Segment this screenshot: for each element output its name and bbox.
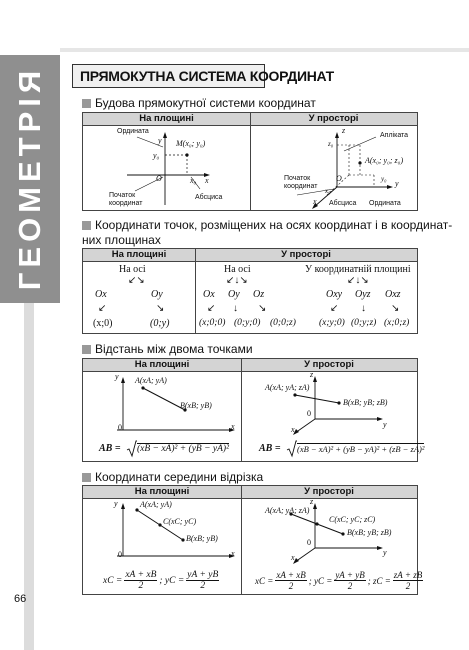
- axis-oz-space: Oz: [253, 289, 265, 300]
- header-plane: На площині: [83, 113, 250, 126]
- midpoint-plane-formula: [103, 570, 219, 591]
- ordinate-label: Ордината: [117, 128, 149, 135]
- fy-lhs: ; yC =: [308, 575, 333, 586]
- applicate-label: Апліката: [380, 132, 409, 139]
- point-a-space-label: A(xA; yA; zA): [265, 506, 310, 515]
- header-space: У просторі: [250, 113, 417, 126]
- x-axis-label: x: [205, 176, 209, 185]
- point-b-label: B(xB; yB): [180, 401, 212, 410]
- y-space-label: y: [383, 548, 387, 557]
- coord-axis-z: (0;0;z): [270, 318, 296, 328]
- plane-on-axis: На осі: [119, 264, 146, 275]
- arrow-icon: ↘: [391, 303, 400, 314]
- y-axis-label: y: [114, 499, 118, 508]
- page-number: 66: [14, 593, 27, 605]
- divider: [241, 359, 242, 461]
- arrow-icon: ↙↘: [128, 275, 145, 286]
- x0-label: x₀: [190, 176, 197, 185]
- arrow-icon: ↙: [98, 303, 107, 314]
- sqrt-icon: [287, 441, 297, 457]
- fx-num: xA + xB: [276, 570, 306, 580]
- fy-fraction: [186, 570, 219, 591]
- distance-space-formula: (xB − xA)² + (yB − yA)² + (zB − zA)²: [297, 444, 425, 454]
- abscissa-space-label: Абсциса: [329, 200, 357, 207]
- point-m-label: M(x₀; y₀): [176, 139, 206, 148]
- origin-o-space-label: O: [336, 174, 342, 183]
- point-b-label: B(xB; yB): [186, 534, 218, 543]
- arrow-icon: ↙: [207, 303, 216, 314]
- section3-table: [82, 358, 425, 462]
- header-space: У просторі: [195, 249, 417, 262]
- axis-ox: Ox: [95, 289, 107, 300]
- distance-plane-formula: (xB − xA)² + (yB − yA)²: [137, 444, 229, 454]
- axis-oy-space: Oy: [228, 289, 240, 300]
- axis-oy: Oy: [151, 289, 163, 300]
- x-axis-label: x: [231, 422, 235, 431]
- section-bullet: [82, 345, 91, 354]
- point-b-space-label: B(xB; yB; zB): [347, 528, 392, 537]
- header-plane: На площині: [83, 249, 195, 262]
- x0-space-label: x₀: [325, 187, 331, 195]
- section2-table: [82, 248, 418, 334]
- coord-x: (x;0): [93, 318, 113, 329]
- fx-lhs: xC =: [103, 575, 123, 586]
- point-a-label: A(xA; yA): [135, 376, 167, 385]
- midpoint-space-formula: [255, 570, 423, 591]
- arrow-icon: ↓: [233, 303, 238, 314]
- coord-plane-xy: (x;y;0): [319, 318, 345, 328]
- coord-axis-x: (x;0;0): [199, 318, 226, 328]
- origin-label: 0: [118, 423, 122, 432]
- fx-lhs: xC =: [255, 575, 274, 586]
- fx-den: 2: [288, 581, 294, 591]
- section2-title-line2: них площинах: [82, 233, 161, 247]
- header-plane: На площині: [83, 486, 241, 499]
- midpoint-plane-diagram: [87, 500, 237, 562]
- header-plane: На площині: [83, 359, 241, 372]
- section-bullet: [82, 473, 91, 482]
- sqrt-icon: [127, 441, 137, 457]
- origin-label: 0: [118, 550, 122, 559]
- divider: [195, 249, 196, 333]
- arrow-icon: ↙: [330, 303, 339, 314]
- fx-den: 2: [138, 581, 144, 591]
- point-a-space-label: A(xA; yA; zA): [265, 383, 310, 392]
- arrow-icon: ↓: [361, 303, 366, 314]
- section-bullet: [82, 99, 91, 108]
- fy-den: 2: [200, 581, 206, 591]
- section4-table: [82, 485, 423, 595]
- distance-space-lhs: AB =: [259, 443, 281, 454]
- y-axis-label: y: [158, 136, 162, 145]
- fy-num: yA + yB: [335, 570, 365, 580]
- header-space: У просторі: [241, 359, 417, 372]
- fz-lhs: ; zC =: [367, 575, 391, 586]
- origin-space-label: Початок координат: [284, 175, 318, 190]
- point-c-label: C(xC; yC): [163, 517, 197, 526]
- fy-den: 2: [347, 581, 353, 591]
- origin-label: Початок координат: [109, 192, 143, 207]
- top-rule: [60, 48, 469, 52]
- z-axis-label: z: [342, 126, 346, 135]
- divider: [250, 113, 251, 210]
- subject-label: ГЕОМЕТРІЯ: [12, 65, 47, 291]
- divider: [241, 486, 242, 594]
- x-space-label: x: [291, 425, 295, 434]
- plane-oxz: Oxz: [385, 289, 401, 300]
- point-a-label: A(x₀; y₀; z₀): [365, 156, 404, 165]
- fy-fraction: [334, 570, 365, 591]
- arrow-icon: ↙↓↘: [226, 275, 248, 286]
- point-b-space-label: B(xB; yB; zB): [343, 398, 388, 407]
- coord-plane-yz: (0;y;z): [351, 318, 377, 328]
- distance-plane-lhs: AB =: [99, 443, 121, 454]
- fx-fraction: [124, 570, 157, 591]
- fy-lhs: ; yC =: [159, 575, 185, 586]
- fx-num: xA + xB: [125, 570, 157, 580]
- y0-space-label: y₀: [381, 175, 387, 183]
- section3-title: Відстань між двома точками: [95, 342, 253, 356]
- section1-title: Будова прямокутної системи координат: [95, 96, 316, 110]
- y-axis-label: y: [115, 372, 119, 381]
- page-title: ПРЯМОКУТНА СИСТЕМА КООРДИНАТ: [80, 68, 334, 84]
- axis-ox-space: Ox: [203, 289, 215, 300]
- fz-num: zA + zB: [393, 570, 423, 580]
- arrow-icon: ↙↓↘: [347, 275, 369, 286]
- section-bullet: [82, 221, 91, 230]
- ordinate-space-label: Ордината: [369, 200, 401, 207]
- fy-num: yA + yB: [187, 570, 219, 580]
- section1-table: [82, 112, 418, 211]
- coord-y: (0;y): [150, 318, 170, 329]
- plane-oyz: Oyz: [355, 289, 371, 300]
- plane-oxy: Oxy: [326, 289, 343, 300]
- z0-label: z₀: [328, 140, 334, 148]
- origin-o-label: O: [156, 174, 162, 183]
- coord-plane-xz: (x;0;z): [384, 318, 410, 328]
- z-axis-label: z: [310, 497, 314, 506]
- point-a-label: A(xA; yA): [140, 500, 172, 509]
- origin-space-label: 0: [307, 538, 311, 547]
- x-axis-label: x: [231, 549, 235, 558]
- arrow-icon: ↘: [258, 303, 267, 314]
- point-c-space-label: C(xC; yC; zC): [329, 515, 376, 524]
- x-space-label: x: [291, 553, 295, 562]
- x-space-label: x: [313, 197, 317, 206]
- y-space-label: y: [383, 420, 387, 429]
- section2-title-line1: Координати точок, розміщених на осях координат і в координат-: [95, 218, 453, 232]
- y-space-label: y: [395, 179, 399, 188]
- space-axes-diagram: [252, 127, 417, 209]
- header-space: У просторі: [241, 486, 417, 499]
- space-in-plane: У координатній площині: [305, 264, 411, 275]
- space-on-axis: На осі: [224, 264, 251, 275]
- fz-fraction: [393, 570, 423, 591]
- arrow-icon: ↘: [156, 303, 165, 314]
- z-axis-label: z: [310, 370, 314, 379]
- fz-den: 2: [405, 581, 411, 591]
- y0-label: y₀: [153, 151, 160, 160]
- fx-fraction: [275, 570, 306, 591]
- section4-title: Координати середини відрізка: [95, 470, 264, 484]
- origin-space-label: 0: [307, 409, 311, 418]
- coord-axis-y: (0;y;0): [234, 318, 261, 328]
- abscissa-label: Абсциса: [195, 194, 223, 201]
